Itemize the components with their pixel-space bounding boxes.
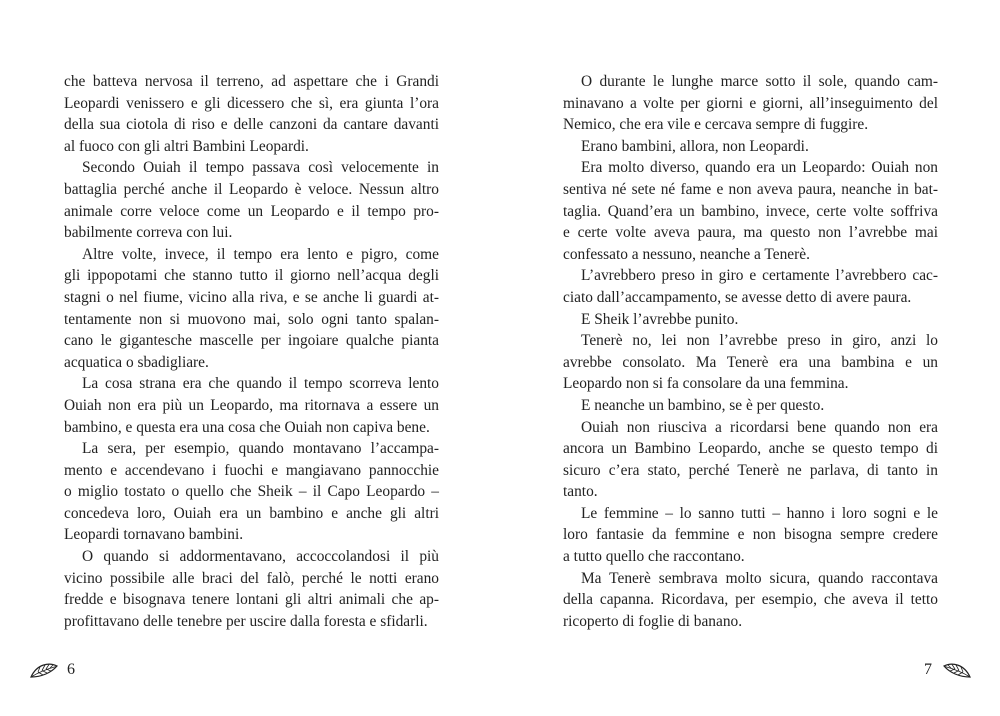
text-line: O quando si addormentavano, accoccolandosi il più xyxy=(82,548,439,566)
text-line: ciato dall’accampamento, se avesse detto di avere paura. xyxy=(563,288,912,306)
text-line: Era molto diverso, quando era un Leopardo: Ouiah non xyxy=(581,159,938,177)
text-line: Leopardi venissero e gli dicessero che sì, era giunta l’ora xyxy=(64,94,439,112)
text-line: minavano a volte per giorni e giorni, all’inseguimento del xyxy=(563,94,938,112)
text-line: e certe volte aveva paura, ma questo non l’avrebbe mai xyxy=(563,224,938,242)
left-page-text xyxy=(64,71,439,632)
text-line: stagni o nel fiume, vicino alla riva, e se anche li guardi at- xyxy=(64,288,439,306)
text-line: Leopardi tornavano bambini. xyxy=(64,526,244,544)
text-line: vicino possibile alle braci del falò, perché le notti erano xyxy=(64,569,439,587)
text-line: taglia. Quand’era un bambino, invece, certe volte soffriva xyxy=(563,202,938,220)
text-line: confessato a nessuno, neanche a Tenerè. xyxy=(563,245,810,263)
text-line: ancora un Bambino Leopardo, anche se questo tempo di xyxy=(563,440,938,458)
text-line: a tutto quello che raccontano. xyxy=(563,548,745,566)
page-number-right: 7 xyxy=(924,661,932,679)
right-page-text xyxy=(563,71,938,632)
text-line: loro fantasie da femmine e non bisogna sempre credere xyxy=(563,526,938,544)
text-line: tentamente non si muovono mai, solo ogni tanto spalan- xyxy=(64,310,439,328)
text-line: Tenerè no, lei non l’avrebbe preso in giro, anzi lo xyxy=(581,332,938,350)
leaf-ornament-icon xyxy=(29,660,59,680)
text-line: concedeva loro, Ouiah era un bambino e anche gli altri xyxy=(64,504,439,522)
text-line: acquatica o sbadigliare. xyxy=(64,353,209,371)
text-line: sicuro c’era stato, perché Tenerè ne parlava, di tanto in xyxy=(563,461,938,479)
text-line: E neanche un bambino, se è per questo. xyxy=(581,396,825,414)
text-line: Ouiah non riusciva a ricordarsi bene quando non era xyxy=(581,418,938,436)
text-line: della capanna. Ricordava, per esempio, che aveva il tetto xyxy=(563,591,938,609)
text-line: mento e accendevano i fuochi e mangiavano pannocchie xyxy=(64,461,439,479)
text-line: Le femmine – lo sanno tutti – hanno i loro sogni e le xyxy=(581,504,938,522)
text-line: cano le gigantesche mascelle per ingoiare qualche pianta xyxy=(64,332,439,350)
text-line: Altre volte, invece, il tempo era lento e pigro, come xyxy=(82,245,439,263)
text-line: Erano bambini, allora, non Leopardi. xyxy=(581,137,809,155)
text-line: ricoperto di foglie di banano. xyxy=(563,612,743,630)
text-line: L’avrebbero preso in giro e certamente l’avrebbero cac- xyxy=(581,267,938,285)
text-line: profittavano delle tenebre per uscire dalla foresta e sfidarli. xyxy=(64,612,428,630)
text-line: fredde e bisognava tenere lontani gli altri animali che ap- xyxy=(64,591,439,609)
text-line: Nemico, che era vile e cercava sempre di fuggire. xyxy=(563,116,869,134)
text-line: gli ippopotami che stanno tutto il giorno nell’acqua degli xyxy=(64,267,439,285)
text-line: La cosa strana era che quando il tempo scorreva lento xyxy=(82,375,439,393)
text-line: che batteva nervosa il terreno, ad aspettare che i Grandi xyxy=(64,73,439,90)
text-line: animale corre veloce come un Leopardo e il tempo pro- xyxy=(64,202,439,220)
text-line: tanto. xyxy=(563,483,598,501)
page-number-left: 6 xyxy=(67,661,75,679)
text-line: Ma Tenerè sembrava molto sicura, quando raccontava xyxy=(581,569,938,587)
text-line: O durante le lunghe marce sotto il sole, quando cam- xyxy=(581,73,938,90)
text-line: battaglia perché anche il Leopardo è veloce. Nessun altro xyxy=(64,180,439,198)
text-line: Ouiah non era più un Leopardo, ma ritornava a essere un xyxy=(64,396,439,414)
text-line: Secondo Ouiah il tempo passava così velocemente in xyxy=(82,159,439,177)
text-line: della sua ciotola di riso e delle canzoni da cantare davanti xyxy=(64,116,439,134)
text-line: al fuoco con gli altri Bambini Leopardi. xyxy=(64,137,309,155)
text-line: avrebbe consolato. Ma Tenerè era una bambina e un xyxy=(563,353,938,371)
text-line: bambino, e questa era una cosa che Ouiah non capiva bene. xyxy=(64,418,430,436)
text-line: babilmente correva con lui. xyxy=(64,224,233,242)
left-page-footer xyxy=(29,660,75,680)
text-line: Leopardo non si fa consolare da una femmina. xyxy=(563,375,849,393)
leaf-ornament-icon xyxy=(942,660,972,680)
text-line: E Sheik l’avrebbe punito. xyxy=(581,310,739,328)
text-line: o miglio tostato o quello che Sheik – il Capo Leopardo – xyxy=(64,483,439,501)
text-line: sentiva né sete né fame e non aveva paura, neanche in bat- xyxy=(563,180,938,198)
right-page-footer xyxy=(924,660,972,680)
text-line: La sera, per esempio, quando montavano l’accampa- xyxy=(82,440,439,458)
